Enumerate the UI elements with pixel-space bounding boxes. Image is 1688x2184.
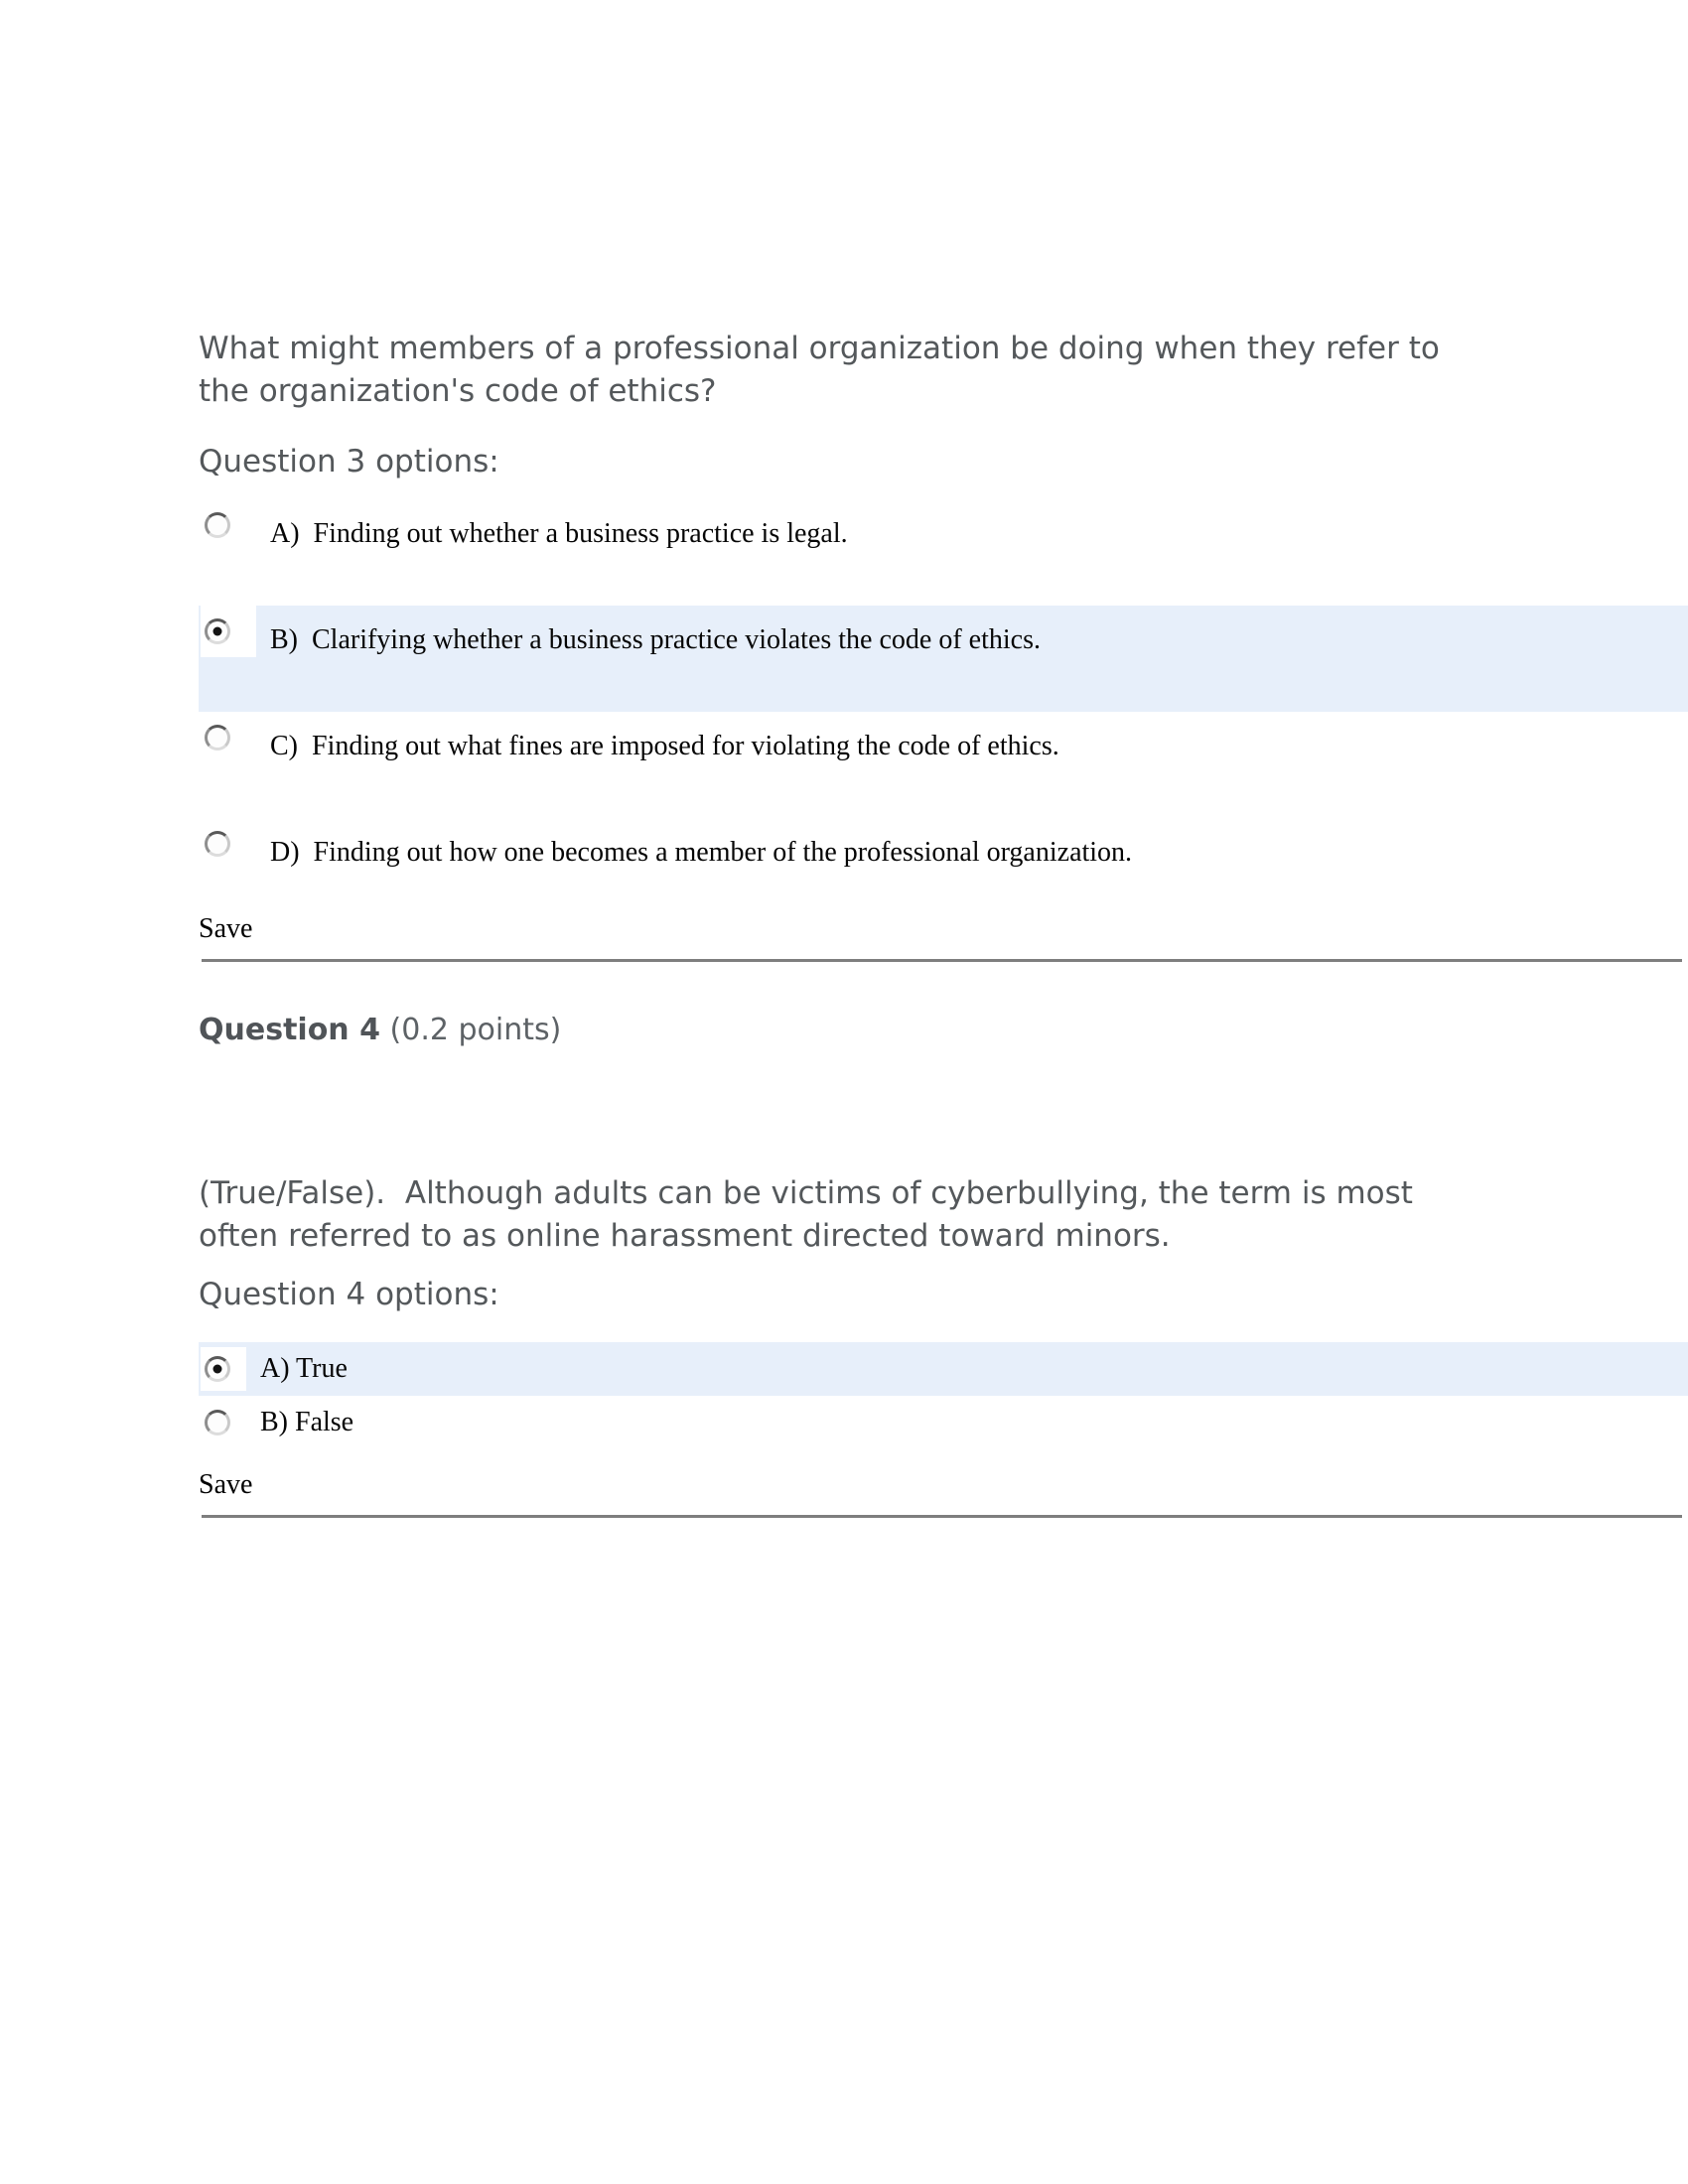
question-divider bbox=[202, 1515, 1682, 1518]
option-label: A) Finding out whether a business practice is legal. bbox=[270, 518, 848, 549]
question-4-options-label: Question 4 options: bbox=[199, 1277, 499, 1312]
radio-box bbox=[201, 606, 256, 657]
radio-button-icon[interactable] bbox=[205, 618, 230, 644]
question-3-text: What might members of a professional organization be doing when they refer to the organization's code of ethics? bbox=[199, 331, 1450, 409]
option-label: D) Finding out how one becomes a member of the professional organization. bbox=[270, 837, 1133, 868]
question-3-options bbox=[199, 499, 1688, 907]
radio-box bbox=[201, 1401, 246, 1444]
question-4-options bbox=[199, 1342, 1688, 1449]
radio-box bbox=[201, 712, 256, 763]
radio-button-icon[interactable] bbox=[205, 725, 230, 751]
radio-box bbox=[201, 1347, 246, 1391]
question-4-option-false[interactable] bbox=[199, 1396, 1688, 1449]
quiz-content bbox=[199, 328, 1688, 1518]
question-4-save-button[interactable]: Save bbox=[199, 1469, 253, 1500]
radio-box bbox=[201, 499, 256, 551]
question-3-option-d[interactable] bbox=[199, 818, 1688, 907]
option-label: B) Clarifying whether a business practice violates the code of ethics. bbox=[270, 624, 1041, 655]
question-divider bbox=[202, 959, 1682, 962]
question-4-points: (0.2 points) bbox=[389, 1013, 562, 1047]
question-3-save-button[interactable]: Save bbox=[199, 913, 253, 944]
question-3-options-label: Question 3 options: bbox=[199, 444, 499, 479]
radio-button-icon[interactable] bbox=[205, 512, 230, 538]
question-3-option-a[interactable] bbox=[199, 499, 1688, 606]
question-4-text: (True/False). Although adults can be victims of cyberbullying, the term is most often referred to as online harassment directed toward minors. bbox=[199, 1175, 1423, 1254]
question-3-option-c[interactable] bbox=[199, 712, 1688, 818]
radio-button-icon[interactable] bbox=[205, 1356, 230, 1382]
radio-box bbox=[201, 818, 256, 870]
radio-button-icon[interactable] bbox=[205, 831, 230, 857]
question-4-option-true[interactable] bbox=[199, 1342, 1688, 1396]
option-label: C) Finding out what fines are imposed for violating the code of ethics. bbox=[270, 731, 1059, 761]
question-3-option-b[interactable] bbox=[199, 606, 1688, 712]
radio-button-icon[interactable] bbox=[205, 1410, 230, 1435]
option-label: B) False bbox=[260, 1407, 354, 1437]
question-4-title: Question 4 bbox=[199, 1013, 380, 1047]
option-label: A) True bbox=[260, 1353, 348, 1384]
question-4-header bbox=[199, 1010, 1688, 1051]
